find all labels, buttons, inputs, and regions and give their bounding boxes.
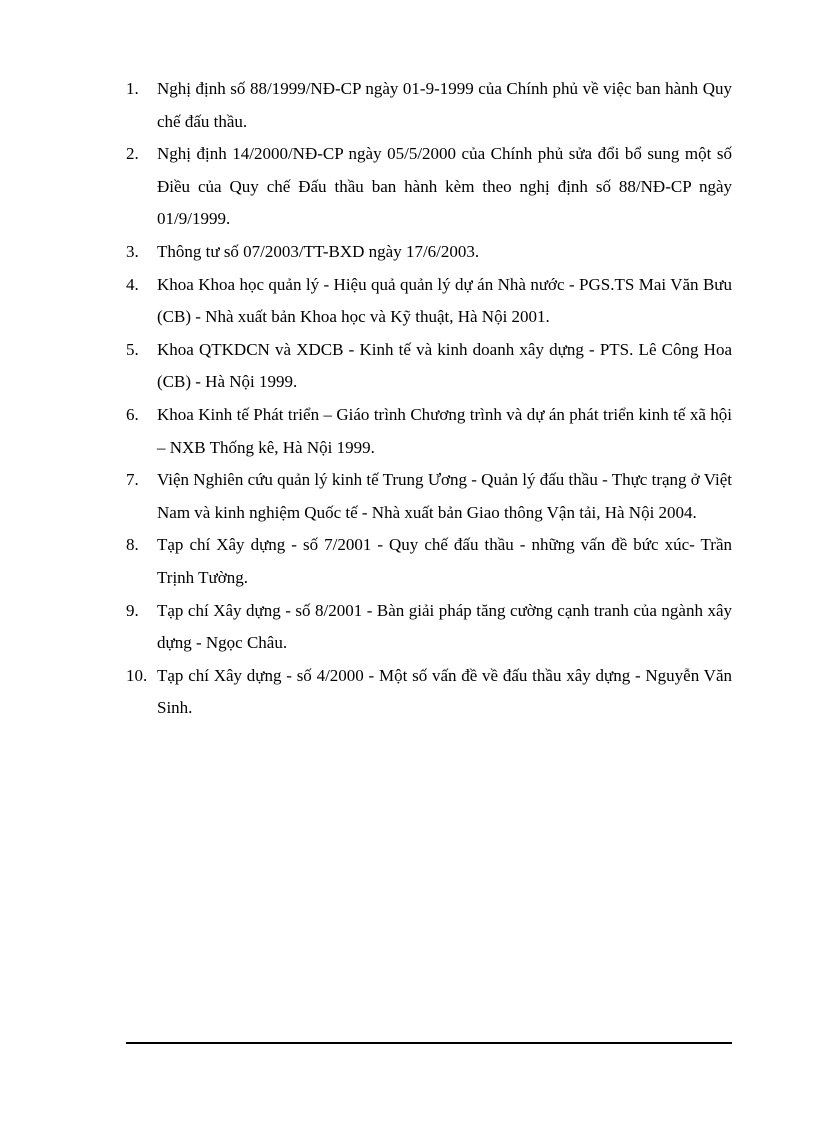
reference-item <box>126 529 732 594</box>
reference-text: Tạp chí Xây dựng - số 8/2001 - Bàn giải pháp tăng cường cạnh tranh của ngành xây dựng - Ngọc Châu. <box>157 600 732 653</box>
reference-number: 7. <box>126 470 139 490</box>
reference-text: Viện Nghiên cứu quản lý kinh tế Trung Ương - Quản lý đấu thầu - Thực trạng ở Việt Nam và kinh nghiệm Quốc tế - Nhà xuất bản Giao thông Vận tải, Hà Nội 2004. <box>157 470 732 522</box>
reference-text: Tạp chí Xây dựng - số 7/2001 - Quy chế đấu thầu - những vấn đề bức xúc- Trần Trịnh Tường. <box>157 535 732 587</box>
reference-item <box>126 464 732 529</box>
reference-number: 9. <box>126 600 139 620</box>
reference-text: Nghị định 14/2000/NĐ-CP ngày 05/5/2000 của Chính phủ sửa đổi bổ sung một số Điều của Quy chế Đấu thầu ban hành kèm theo nghị định số 88/NĐ-CP ngày 01/9/1999. <box>157 144 732 229</box>
reference-item <box>126 399 732 464</box>
reference-item <box>126 269 732 334</box>
reference-text: Tạp chí Xây dựng - số 4/2000 - Một số vấn đề về đấu thầu xây dựng - Nguyễn Văn Sinh. <box>157 665 732 718</box>
reference-number: 4. <box>126 274 139 294</box>
reference-number: 5. <box>126 339 139 359</box>
reference-number: 10. <box>126 665 148 685</box>
reference-number: 6. <box>126 404 139 424</box>
reference-item <box>126 236 732 269</box>
reference-text: Khoa Khoa học quản lý - Hiệu quả quản lý dự án Nhà nước - PGS.TS Mai Văn Bưu (CB) - Nhà xuất bản Khoa học và Kỹ thuật, Hà Nội 2001. <box>157 274 732 327</box>
reference-item <box>126 660 732 725</box>
reference-text: Khoa QTKDCN và XDCB - Kinh tế và kinh doanh xây dựng - PTS. Lê Công Hoa (CB) - Hà Nội 1999. <box>157 339 732 392</box>
reference-number: 2. <box>126 144 139 164</box>
reference-item <box>126 595 732 660</box>
reference-list <box>126 73 732 725</box>
reference-number: 3. <box>126 241 139 261</box>
reference-item <box>126 334 732 399</box>
reference-text: Nghị định số 88/1999/NĐ-CP ngày 01-9-1999 của Chính phủ về việc ban hành Quy chế đấu thầu. <box>157 79 732 131</box>
reference-text: Thông tư số 07/2003/TT-BXD ngày 17/6/2003. <box>157 241 480 261</box>
reference-item <box>126 73 732 138</box>
reference-number: 1. <box>126 79 139 98</box>
reference-text: Khoa Kinh tế Phát triển – Giáo trình Chương trình và dự án phát triển kinh tế xã hội – NXB Thống kê, Hà Nội 1999. <box>157 404 732 457</box>
reference-number: 8. <box>126 535 139 555</box>
reference-item <box>126 138 732 236</box>
footer-divider <box>126 1042 732 1044</box>
